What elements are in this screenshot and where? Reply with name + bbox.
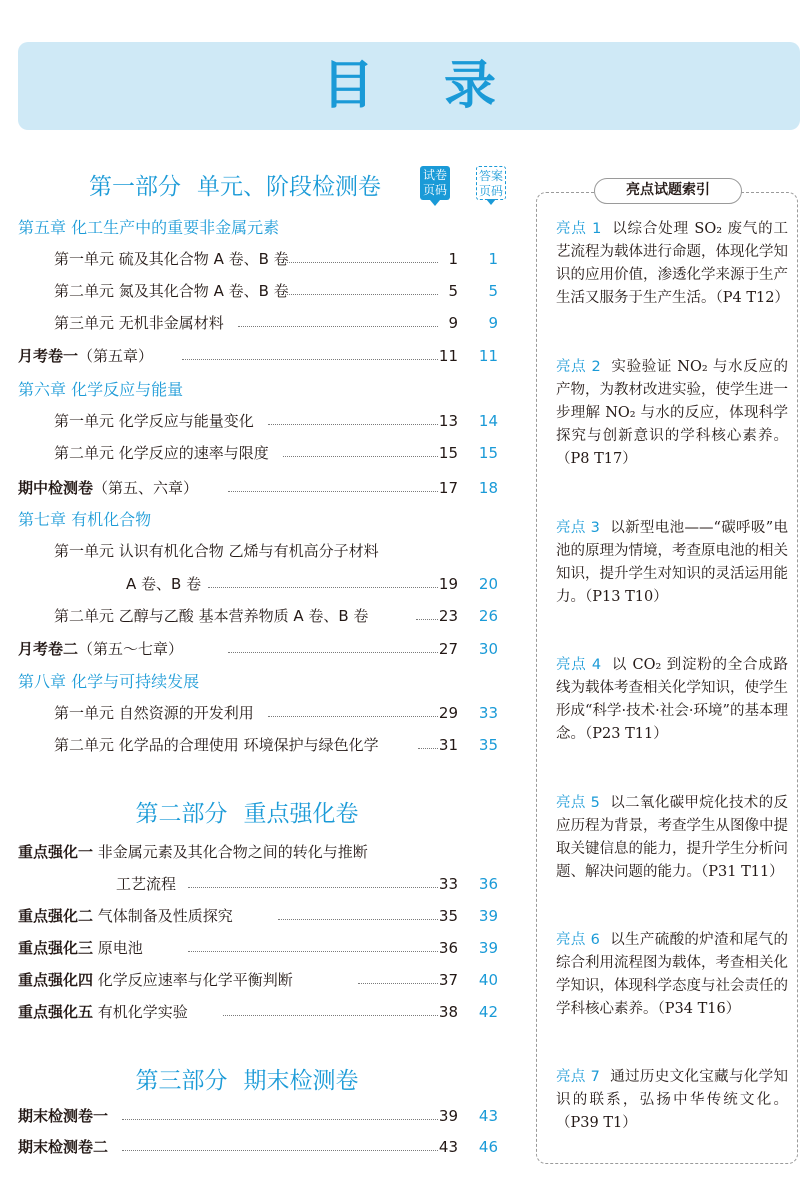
test-page-badge (420, 166, 450, 200)
highlight-item (556, 517, 788, 609)
toc-row[interactable] (18, 968, 498, 992)
test-page: 15 (438, 444, 458, 462)
test-page: 31 (438, 736, 458, 754)
toc-row-line1[interactable] (18, 840, 498, 864)
dot-leader (268, 716, 438, 717)
entry-scope: （第五章） (78, 347, 154, 365)
entry-text: 有机化学实验 (97, 1003, 188, 1021)
part2-header (0, 799, 512, 829)
answer-page: 43 (478, 1107, 498, 1125)
entry-label: 重点强化五 (18, 1003, 94, 1021)
test-page: 17 (438, 479, 458, 497)
toc-row[interactable] (18, 409, 498, 433)
test-page: 13 (438, 412, 458, 430)
chapter-5-title: 第五章 化工生产中的重要非金属元素 (18, 218, 280, 237)
highlight-item (556, 1066, 788, 1135)
highlight-text: 以生产硫酸的炉渣和尾气的综合利用流程图为载体，考查相关化学知识，体现科学态度与社会责任的学科核心素养。（P34 T16） (556, 932, 788, 1017)
highlight-label: 亮点 2 (556, 359, 601, 375)
entry-text: 乙醇与乙酸 基本营养物质 A 卷、B 卷 (118, 607, 369, 625)
unit-label: 第二单元 (54, 444, 115, 462)
highlight-item (556, 218, 788, 310)
entry-text: 认识有机化合物 乙烯与有机高分子材料 (118, 542, 379, 560)
answer-page: 15 (478, 444, 498, 462)
highlight-item (556, 792, 788, 884)
highlight-item (556, 356, 788, 471)
part3-heading: 第三部分 (135, 1068, 228, 1094)
entry-text-cont: A 卷、B 卷 (126, 572, 205, 596)
answer-page: 35 (478, 736, 498, 754)
highlight-label: 亮点 4 (556, 657, 602, 673)
dot-leader (238, 326, 438, 327)
entry-text: 自然资源的开发利用 (118, 704, 254, 722)
entry-text: 无机非金属材料 (118, 314, 224, 332)
dot-leader (228, 491, 438, 492)
highlight-label: 亮点 7 (556, 1069, 600, 1085)
highlight-text: 以综合处理 SO₂ 废气的工艺流程为载体进行命题，体现化学知识的应用价值，渗透化学来源于生产生活又服务于生产生活。（P4 T12） (556, 221, 789, 306)
entry-text: 氮及其化合物 A 卷、B 卷 (118, 282, 289, 300)
test-badge-line2: 页码 (422, 183, 447, 197)
dot-leader (188, 887, 438, 888)
test-page: 38 (438, 1003, 458, 1021)
entry-label: 期末检测卷一 (18, 1104, 112, 1128)
toc-row-monthly-2[interactable] (18, 637, 498, 661)
toc-row[interactable] (18, 311, 498, 335)
unit-label: 第一单元 (54, 542, 115, 560)
entry-scope: （第五、六章） (93, 479, 199, 497)
chapter-6-title: 第六章 化学反应与能量 (18, 380, 184, 399)
part3-subheading: 期末检测卷 (243, 1068, 359, 1094)
dot-leader (188, 951, 438, 952)
dot-leader (122, 1119, 438, 1120)
entry-label: 期末检测卷二 (18, 1135, 112, 1159)
entry-text-cont: 工艺流程 (116, 872, 180, 896)
unit-label: 第一单元 (54, 704, 115, 722)
highlight-text: 实验验证 NO₂ 与水反应的产物，为教材改进实验，使学生进一步理解 NO₂ 与水的反应，体现科学探究与创新意识的学科核心素养。（P8 T17） (556, 359, 788, 467)
dot-leader (223, 1015, 438, 1016)
entry-label: 重点强化一 (18, 843, 94, 861)
entry-label: 重点强化三 (18, 939, 94, 957)
unit-label: 第一单元 (54, 250, 115, 268)
test-page: 37 (438, 971, 458, 989)
title-banner (18, 42, 800, 130)
dot-leader (122, 1150, 438, 1151)
answer-page: 39 (478, 939, 498, 957)
answer-page: 39 (478, 907, 498, 925)
entry-label: 重点强化四 (18, 971, 94, 989)
answer-page: 26 (478, 607, 498, 625)
part2-subheading: 重点强化卷 (243, 801, 359, 827)
chapter-7-title: 第七章 有机化合物 (18, 510, 152, 529)
part3-header (0, 1066, 512, 1096)
highlight-text: 通过历史文化宝藏与化学知识的联系，弘扬中华传统文化。（P39 T1） (556, 1069, 788, 1131)
test-page: 29 (438, 704, 458, 722)
unit-label: 第二单元 (54, 607, 115, 625)
answer-page: 30 (478, 640, 498, 658)
dot-leader (228, 652, 438, 653)
toc-row[interactable] (18, 733, 498, 757)
highlight-text: 以二氧化碳甲烷化技术的反应历程为背景，考查学生从图像中提取关键信息的能力，提升学生分析问题、解决问题的能力。（P31 T11） (556, 795, 788, 880)
chapter-8-title: 第八章 化学与可持续发展 (18, 672, 200, 691)
sidebar-title: 亮点试题索引 (594, 178, 742, 204)
toc-row[interactable] (18, 279, 498, 303)
dot-leader (182, 359, 438, 360)
entry-text: 原电池 (97, 939, 143, 957)
test-page: 5 (448, 282, 458, 300)
dot-leader (278, 919, 438, 920)
test-page: 9 (448, 314, 458, 332)
test-page: 19 (438, 575, 458, 593)
dot-leader (268, 424, 438, 425)
answer-badge-line2: 页码 (478, 184, 503, 198)
test-page: 36 (438, 939, 458, 957)
toc-row[interactable] (18, 904, 498, 928)
answer-page: 9 (488, 314, 498, 332)
entry-text: 气体制备及性质探究 (97, 907, 233, 925)
highlight-label: 亮点 5 (556, 795, 600, 811)
test-page: 23 (438, 607, 458, 625)
entry-label: 月考卷二 (18, 640, 79, 658)
toc-row[interactable] (18, 936, 498, 960)
toc-row-line2[interactable] (18, 572, 498, 596)
unit-label: 第二单元 (54, 736, 115, 754)
answer-page: 11 (478, 347, 498, 365)
dot-leader (278, 294, 438, 295)
highlight-label: 亮点 6 (556, 932, 600, 948)
answer-page-badge (476, 166, 506, 200)
page-title: 目 录 (321, 56, 523, 116)
entry-text: 化学反应与能量变化 (118, 412, 254, 430)
test-badge-line1: 试卷 (422, 168, 447, 182)
unit-label: 第一单元 (54, 412, 115, 430)
toc-row-monthly-1[interactable] (18, 344, 498, 368)
dot-leader (278, 262, 438, 263)
test-page: 39 (438, 1107, 458, 1125)
dot-leader (208, 587, 438, 588)
entry-text: 化学反应的速率与限度 (118, 444, 269, 462)
highlight-label: 亮点 3 (556, 520, 600, 536)
answer-page: 36 (478, 875, 498, 893)
toc-row[interactable] (18, 604, 498, 628)
unit-label: 第三单元 (54, 314, 115, 332)
answer-badge-line1: 答案 (478, 169, 503, 183)
toc-row[interactable] (18, 247, 498, 271)
entry-label: 月考卷一 (18, 347, 79, 365)
highlight-label: 亮点 1 (556, 221, 602, 237)
answer-page: 5 (488, 282, 498, 300)
part1-subheading: 单元、阶段检测卷 (197, 174, 381, 200)
answer-page: 33 (478, 704, 498, 722)
test-page: 1 (448, 250, 458, 268)
unit-label: 第二单元 (54, 282, 115, 300)
answer-page: 46 (478, 1138, 498, 1156)
toc-row-line1[interactable] (18, 539, 498, 563)
answer-page: 18 (478, 479, 498, 497)
toc-row[interactable] (18, 441, 498, 465)
entry-text: 化学品的合理使用 环境保护与绿色化学 (118, 736, 379, 754)
highlight-text: 以 CO₂ 到淀粉的全合成路线为载体考查相关化学知识，使学生形成“科学·技术·社会·环境”的基本理念。（P23 T11） (556, 657, 788, 742)
highlight-item (556, 929, 788, 1021)
answer-page: 14 (478, 412, 498, 430)
entry-scope: （第五～七章） (78, 640, 184, 658)
highlight-item (556, 654, 788, 746)
entry-label: 期中检测卷 (18, 479, 94, 497)
toc-row-line2[interactable] (18, 872, 498, 896)
entry-text: 非金属元素及其化合物之间的转化与推断 (97, 843, 368, 861)
test-page: 27 (438, 640, 458, 658)
entry-label: 重点强化二 (18, 907, 94, 925)
answer-page: 1 (488, 250, 498, 268)
part1-heading: 第一部分 (89, 174, 181, 200)
answer-page: 42 (478, 1003, 498, 1021)
entry-text: 硫及其化合物 A 卷、B 卷 (118, 250, 289, 268)
test-page: 43 (438, 1138, 458, 1156)
answer-page: 40 (478, 971, 498, 989)
toc-row[interactable] (18, 1000, 498, 1024)
test-page: 11 (438, 347, 458, 365)
toc-row-midterm[interactable] (18, 476, 498, 500)
dot-leader (283, 456, 438, 457)
entry-text: 化学反应速率与化学平衡判断 (97, 971, 293, 989)
part2-heading: 第二部分 (135, 801, 228, 827)
test-page: 35 (438, 907, 458, 925)
test-page: 33 (438, 875, 458, 893)
toc-row[interactable] (18, 1135, 498, 1159)
highlight-text: 以新型电池——“碳呼吸”电池的原理为情境，考查原电池的相关知识，提升学生对知识的灵活运用能力。（P13 T10） (556, 520, 788, 605)
toc-row[interactable] (18, 1104, 498, 1128)
toc-row[interactable] (18, 701, 498, 725)
answer-page: 20 (478, 575, 498, 593)
